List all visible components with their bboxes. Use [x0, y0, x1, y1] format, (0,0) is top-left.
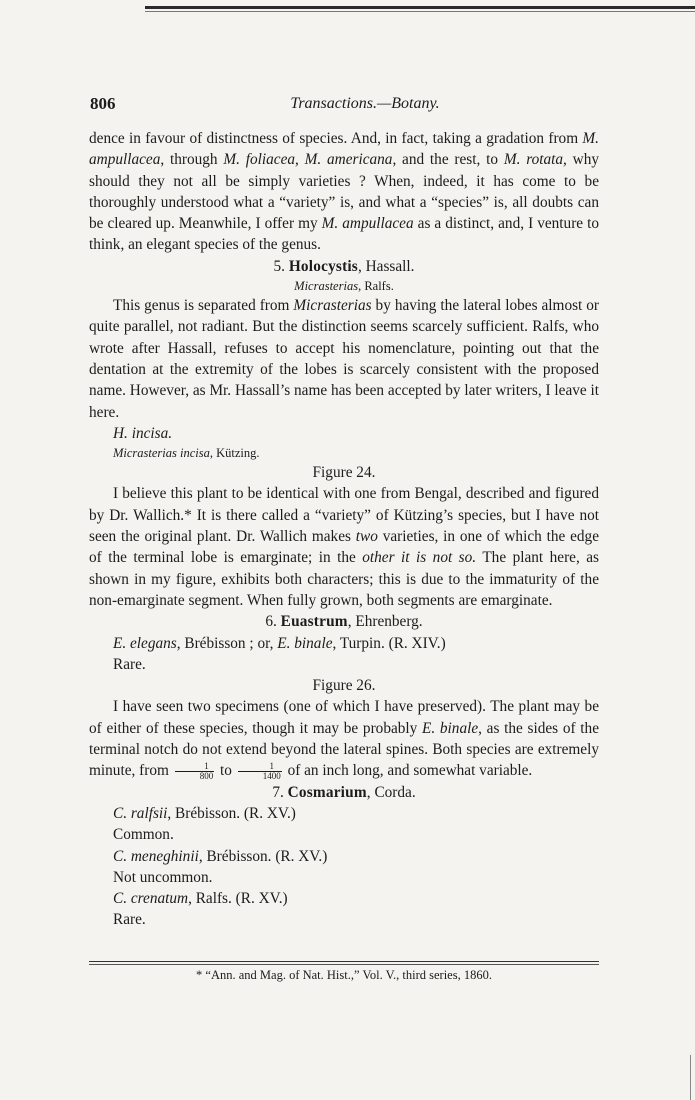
section-number: 5.	[273, 257, 285, 275]
paragraph-holocystis	[89, 295, 599, 423]
synonym-authority: , Kützing.	[209, 446, 260, 461]
text-run: , as the sides of the terminal notch do not extend beyond the lateral spines. Both species are extremely minute, from	[89, 719, 599, 780]
text-run: I have seen two specimens (one of which I have preserved). The plant may be of either of these species, though it may be probably	[89, 698, 599, 737]
fraction	[175, 762, 215, 781]
emphasis: other it is not so.	[362, 549, 477, 567]
running-head: Transactions.—Botany.	[290, 95, 440, 112]
genus-name: Euastrum	[280, 613, 348, 631]
species-entry	[89, 846, 599, 867]
top-rule-thin	[145, 11, 695, 12]
text-run: as a distinct, and, I venture to think, an elegant species of the genus.	[89, 215, 600, 254]
text-run: dence in favour of distinctness of species. And, in fact, taking a gradation from	[89, 130, 583, 147]
taxon-name: Micrasterias	[293, 297, 372, 315]
taxon-name: M. ampullacea	[89, 130, 599, 169]
footnote-rule	[89, 961, 599, 962]
footnote-rule-thin	[89, 964, 599, 965]
text-run: The plant here, as shown in my figure, exhibits both characters; this is due to the immaturity of the non-emarginate segment. When fully grown, both segments are emarginate.	[89, 549, 600, 609]
species-entry	[89, 423, 599, 444]
genus-heading-holocystis	[89, 256, 599, 277]
text-run: This genus is separated from	[113, 297, 294, 315]
species-name: H. incisa.	[113, 424, 173, 442]
species-authority: , Brébisson ; or,	[176, 634, 278, 652]
footnote: * “Ann. and Mag. of Nat. Hist.,” Vol. V., third series, 1860.	[196, 968, 492, 982]
emphasis: two	[355, 528, 378, 546]
text-run: ,	[295, 151, 305, 169]
taxon-name: M. americana	[304, 151, 393, 169]
paragraph-figure-24	[89, 483, 599, 611]
fraction	[238, 762, 282, 781]
section-number: 6.	[265, 613, 277, 631]
genus-heading-euastrum	[89, 611, 599, 632]
synonym-name: Micrasterias	[294, 279, 359, 294]
fraction-denominator: 1400	[262, 771, 281, 782]
species-name: E. binale	[277, 634, 333, 652]
species-status: Not uncommon.	[113, 868, 213, 886]
text-run: , and the rest, to	[392, 151, 504, 169]
genus-name: Cosmarium	[287, 783, 367, 801]
genus-heading-cosmarium	[89, 782, 599, 803]
page-body	[89, 128, 599, 931]
species-status: Rare.	[113, 655, 146, 673]
genus-authority: , Ehrenberg.	[347, 613, 423, 631]
species-name: E. elegans	[113, 634, 177, 652]
species-authority: , Brébisson. (R. XV.)	[198, 847, 328, 865]
synonym-authority: , Ralfs.	[358, 279, 394, 294]
taxon-name: M. rotata	[503, 151, 564, 169]
species-entry	[89, 633, 599, 654]
species-entry	[89, 888, 599, 909]
species-entry	[89, 803, 599, 824]
figure-reference: Figure 24.	[312, 464, 376, 482]
text-run: of an inch long, and somewhat variable.	[283, 762, 533, 780]
species-name: C. crenatum	[113, 890, 189, 908]
fraction-numerator: 1	[175, 762, 215, 772]
species-name: C. ralfsii	[113, 804, 168, 822]
margin-mark	[690, 1055, 691, 1100]
fraction-denominator: 800	[199, 771, 214, 782]
section-number: 7.	[272, 783, 284, 801]
synonym-name: Micrasterias incisa	[113, 446, 210, 461]
text-run: , why should they not all be simply varieties ? When, indeed, it has come to be thoroughly understood what a “variety” is, and what a “species” is, all doubts can be cleared up. Meanwhile, I offer my	[89, 151, 599, 233]
text-run: by having the lateral lobes almost or quite parallel, not radiant. But the distinction seems scarcely sufficient. Ralfs, who wrote after Hassall, refuses to accept his nomenclature, pointing out that the dentation at the extremity of the lobes is scarcely consistent with the proposed name. However, as Mr. Hassall’s name has been accepted by later writers, I leave it here.	[89, 297, 599, 421]
text-run: I believe this plant to be identical with one from Bengal, described and figured by Dr. Wallich.* It is there called a “variety” of Kützing’s species, but I have not seen the original plant. Dr. Wallich makes	[89, 485, 599, 546]
species-status: Common.	[113, 826, 174, 844]
figure-reference: Figure 26.	[312, 677, 376, 695]
species-name: C. meneghinii	[113, 847, 199, 865]
paragraph-continuation	[89, 128, 599, 256]
species-authority: , Ralfs. (R. XV.)	[188, 890, 288, 908]
taxon-name: E. binale	[422, 719, 479, 737]
species-authority: , Turpin. (R. XIV.)	[332, 634, 446, 652]
text-run: to	[216, 762, 236, 780]
genus-authority: , Hassall.	[357, 257, 415, 275]
paragraph-figure-26	[89, 696, 599, 781]
page-number: 806	[90, 94, 116, 113]
synonym-line	[89, 444, 599, 462]
species-status: Rare.	[113, 911, 146, 929]
synonym-line	[89, 277, 599, 295]
text-run: , through	[160, 151, 224, 169]
genus-name: Holocystis	[288, 257, 358, 275]
genus-authority: , Corda.	[366, 783, 416, 801]
text-run: varieties, in one of which the edge of the terminal lobe is emarginate; in the	[89, 528, 599, 567]
taxon-name: M. foliacea	[223, 151, 296, 169]
fraction-numerator: 1	[238, 762, 282, 772]
taxon-name: M. ampullacea	[321, 215, 414, 233]
species-authority: , Brébisson. (R. XV.)	[167, 804, 296, 822]
top-rule	[145, 6, 695, 9]
